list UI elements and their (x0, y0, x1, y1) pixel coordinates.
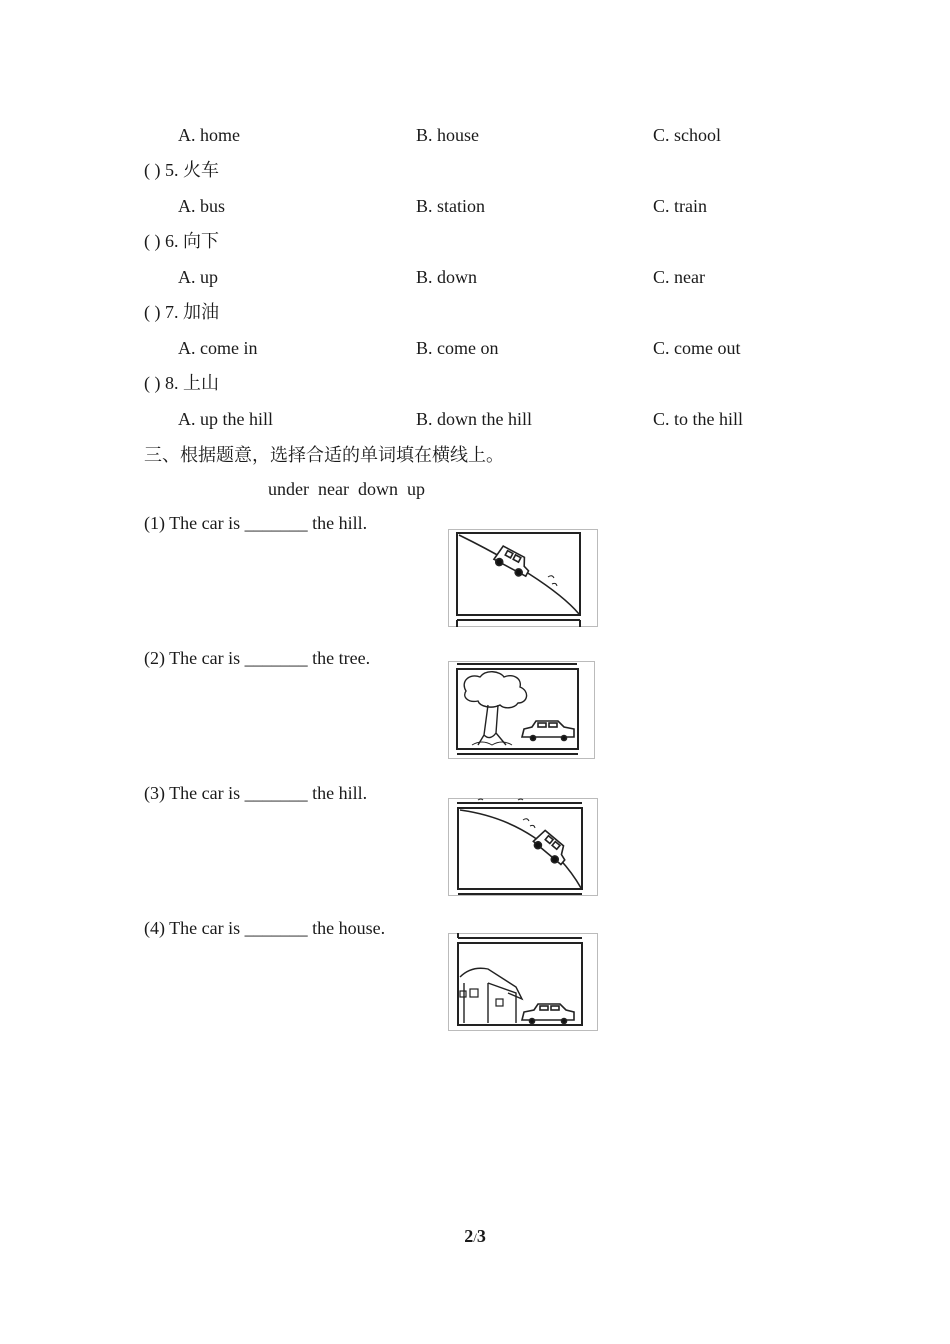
q4-option-c: C. school (653, 125, 722, 145)
q4-option-b: B. house (416, 125, 479, 145)
question-number: ( ) 6. (144, 231, 179, 251)
picture-car-near-house (448, 933, 598, 1031)
q6-option-b: B. down (416, 267, 478, 287)
q7-option-a: A. come in (178, 338, 258, 358)
question-6 (144, 230, 219, 252)
question-number: ( ) 8. (144, 373, 179, 393)
question-5 (144, 159, 219, 181)
section-3-heading: 三、根据题意，选择合适的单词填在横线上。 (144, 445, 504, 465)
q8-option-a: A. up the hill (178, 409, 273, 429)
question-prompt: 加油 (183, 302, 219, 322)
fill-item-4: (4) The car is _______ the house. (144, 918, 386, 938)
q7-option-c: C. come out (653, 338, 741, 358)
picture-car-up-hill (448, 529, 598, 627)
q4-option-a: A. home (178, 125, 240, 145)
fill-item-3: (3) The car is _______ the hill. (144, 783, 368, 803)
q5-option-c: C. train (653, 196, 707, 216)
q5-option-b: B. station (416, 196, 486, 216)
page-number (0, 1225, 950, 1249)
q8-option-c: C. to the hill (653, 409, 743, 429)
current-page: 2 (464, 1226, 474, 1246)
fill-item-1: (1) The car is _______ the hill. (144, 513, 368, 533)
question-number: ( ) 7. (144, 302, 179, 322)
question-prompt: 火车 (183, 160, 219, 180)
q5-option-a: A. bus (178, 196, 226, 216)
question-8 (144, 372, 219, 394)
page-separator: / (473, 1230, 477, 1245)
q6-option-a: A. up (178, 267, 218, 287)
fill-item-2: (2) The car is _______ the tree. (144, 648, 371, 668)
q7-option-b: B. come on (416, 338, 499, 358)
word-bank: under near down up (268, 479, 425, 499)
question-7 (144, 301, 219, 323)
picture-car-near-tree (448, 661, 598, 759)
question-prompt: 上山 (183, 373, 219, 393)
q8-option-b: B. down the hill (416, 409, 532, 429)
total-pages: 3 (476, 1226, 486, 1246)
question-prompt: 向下 (183, 231, 219, 251)
q6-option-c: C. near (653, 267, 705, 287)
question-number: ( ) 5. (144, 160, 179, 180)
picture-car-down-hill (448, 798, 598, 896)
